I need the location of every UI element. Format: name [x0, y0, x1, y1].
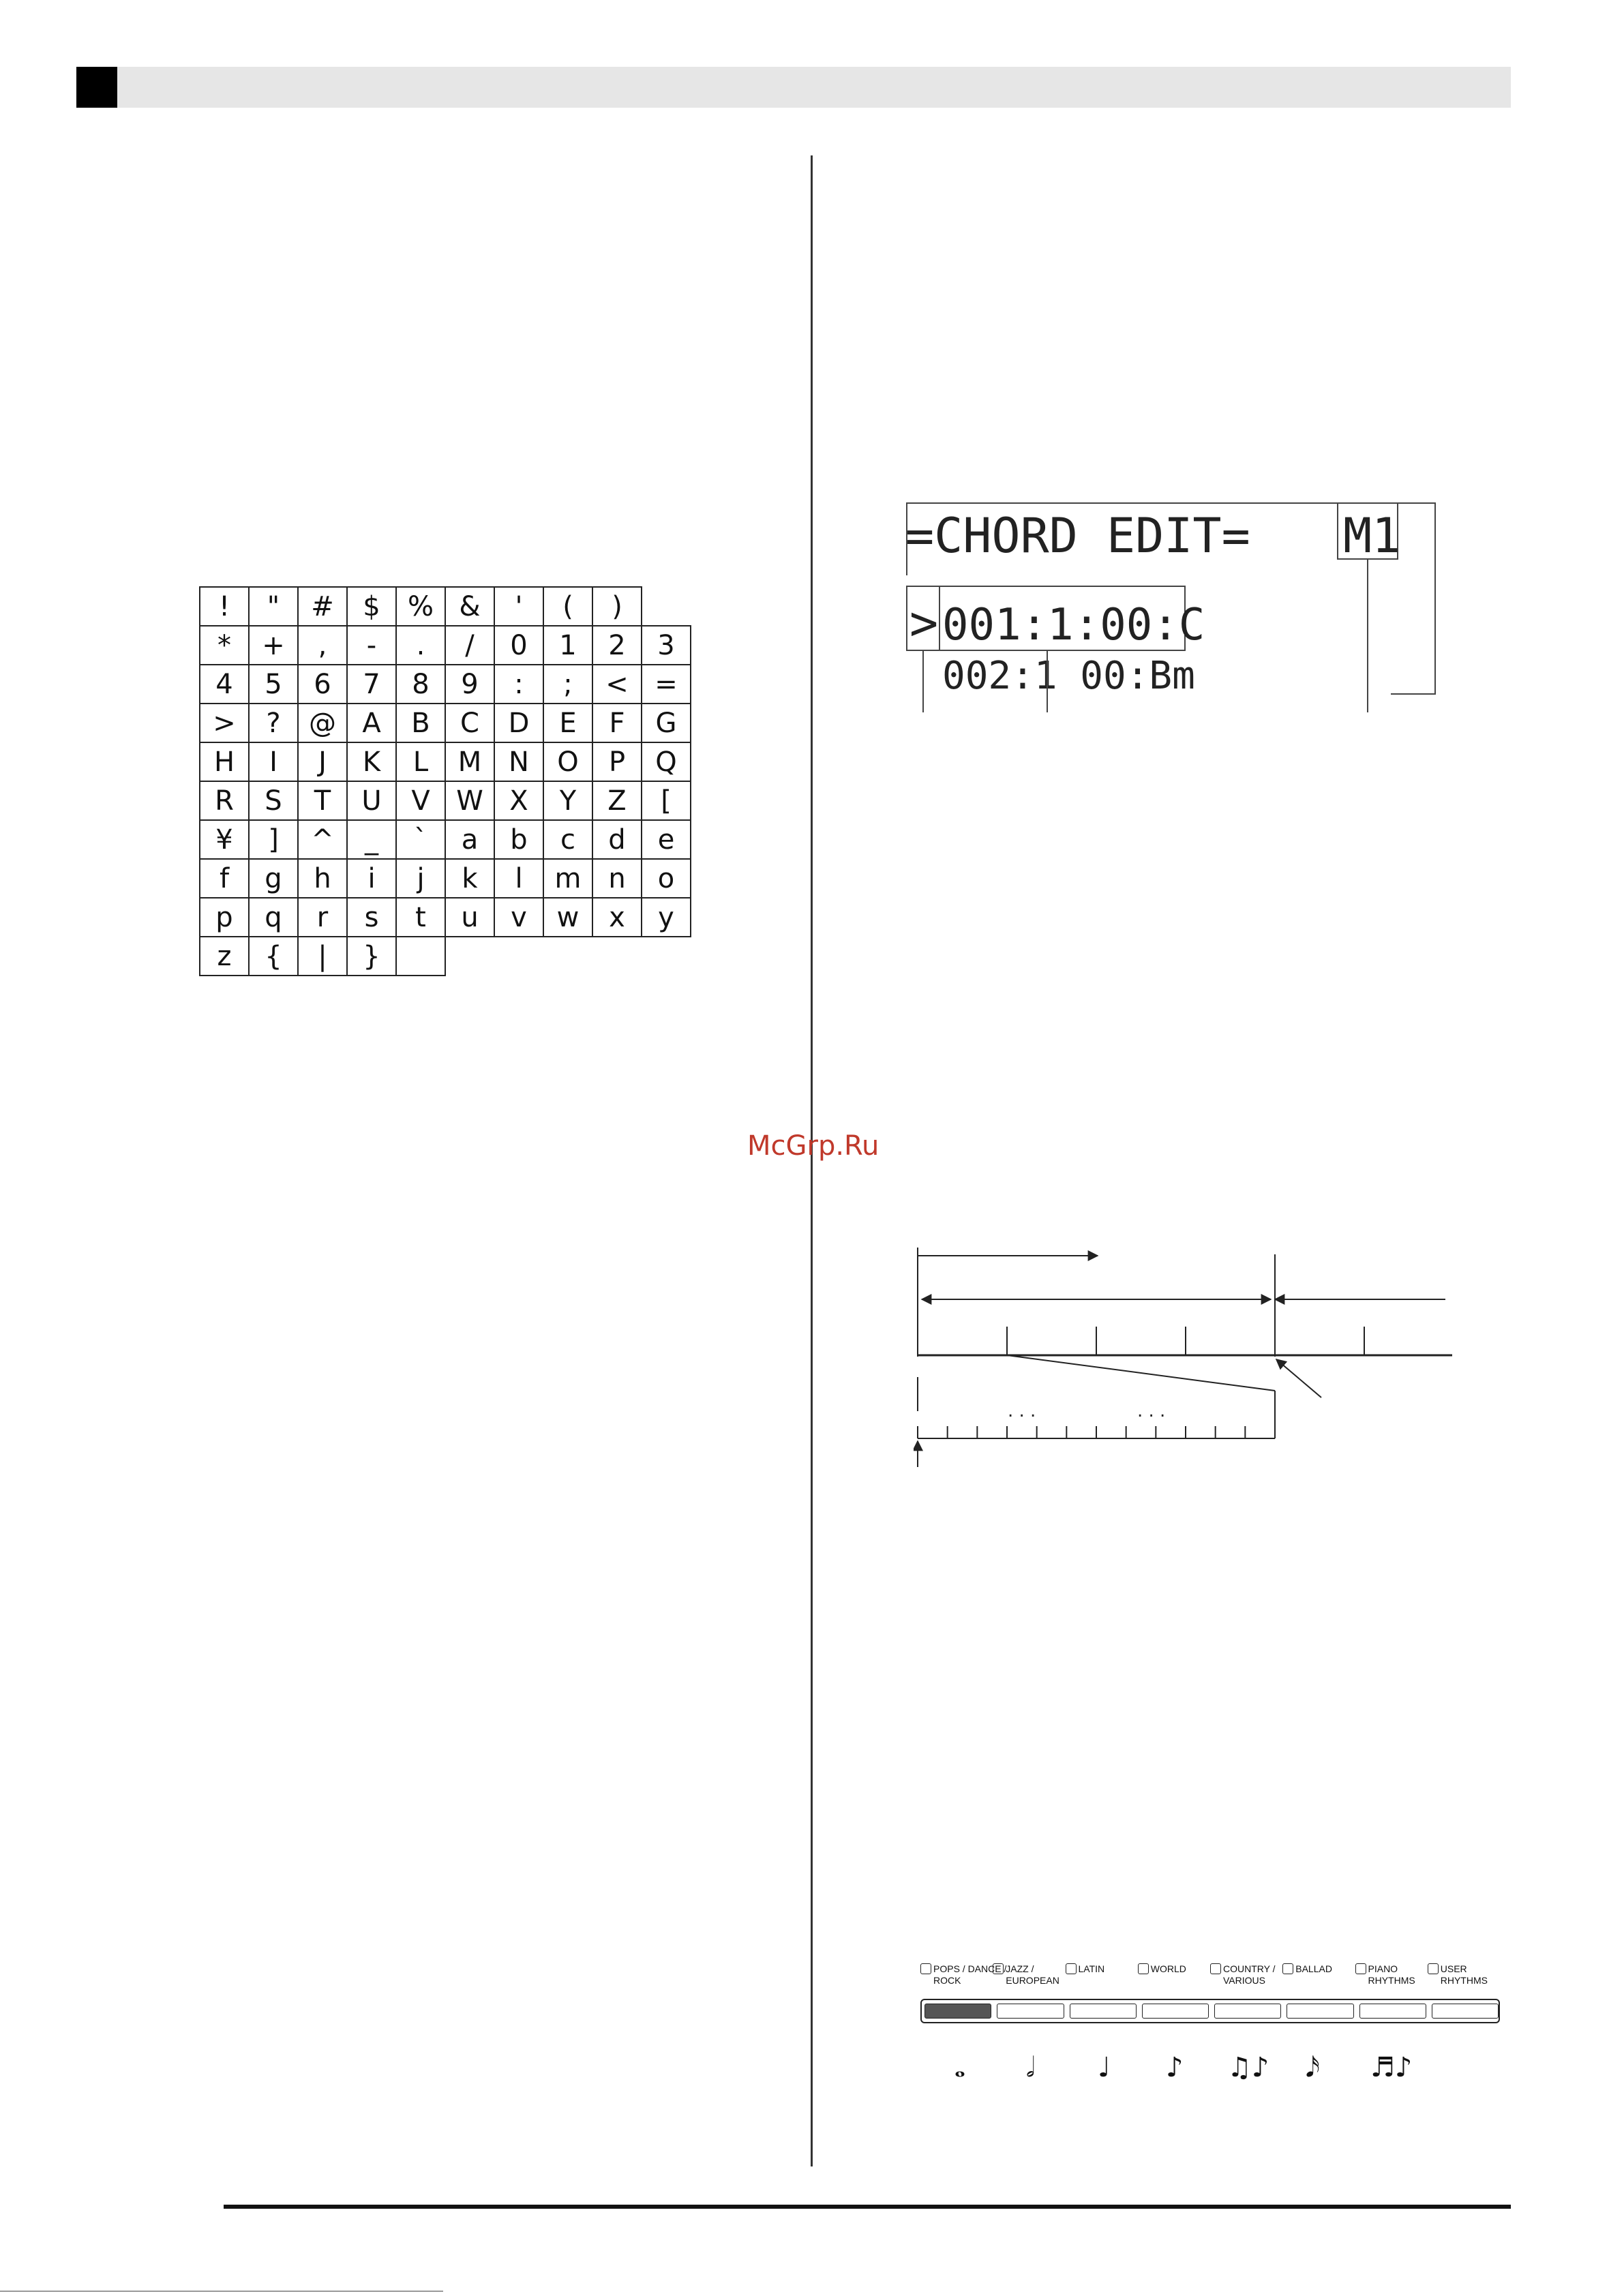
char-cell: N: [494, 742, 543, 781]
clock-ticks: [918, 1426, 1275, 1438]
char-cell: P: [592, 742, 642, 781]
char-cell: o: [642, 859, 691, 898]
char-cell: ]: [249, 820, 298, 859]
char-cell: !: [200, 587, 249, 626]
whole-note-icon: 𝅝: [954, 2052, 965, 2083]
char-cell: t: [396, 898, 445, 937]
category-line-2: RHYTHMS: [1368, 1975, 1415, 1986]
sixteenth-note-icon: 𝅘𝅥𝅯: [1306, 2052, 1320, 2083]
category-line-1: WORLD: [1150, 1963, 1186, 1974]
char-cell: s: [347, 898, 396, 937]
char-cell: ): [592, 587, 642, 626]
char-cell: ": [249, 587, 298, 626]
char-cell: p: [200, 898, 249, 937]
char-cell: 9: [445, 665, 494, 704]
category-line-1: BALLAD: [1295, 1963, 1332, 1974]
footer-thin-rule: [0, 2291, 443, 2292]
rhythm-category-label: [1428, 1963, 1488, 1987]
category-lamp-icon: [993, 1963, 1004, 1974]
char-cell: E: [543, 704, 592, 742]
char-cell: d: [592, 820, 642, 859]
eighth-note-icon: ♪: [1166, 2052, 1184, 2083]
char-cell: r: [298, 898, 347, 937]
rhythm-category-label: [1210, 1963, 1276, 1987]
rhythm-category-label: [1355, 1963, 1415, 1987]
category-lamp-icon: [1210, 1963, 1221, 1974]
char-cell: U: [347, 781, 396, 820]
char-cell: {: [249, 937, 298, 976]
char-cell: z: [200, 937, 249, 976]
category-line-1: USER: [1440, 1963, 1467, 1974]
char-cell: S: [249, 781, 298, 820]
category-line-1: POPS / DANCE /: [933, 1963, 1007, 1974]
char-cell: J: [298, 742, 347, 781]
char-cell: M: [445, 742, 494, 781]
char-cell: `: [396, 820, 445, 859]
char-cell: ,: [298, 626, 347, 665]
char-cell: j: [396, 859, 445, 898]
lcd-line-2: 001:1:00:C: [942, 600, 1205, 650]
char-cell: 0: [494, 626, 543, 665]
char-cell: [642, 587, 691, 626]
char-cell: w: [543, 898, 592, 937]
char-cell: 3: [642, 626, 691, 665]
char-cell: [494, 937, 543, 976]
char-cell: i: [347, 859, 396, 898]
char-cell: @: [298, 704, 347, 742]
category-line-1: COUNTRY /: [1223, 1963, 1276, 1974]
char-cell: k: [445, 859, 494, 898]
char-cell: c: [543, 820, 592, 859]
footer-rule: [224, 2205, 1511, 2209]
char-cell: F: [592, 704, 642, 742]
char-cell: V: [396, 781, 445, 820]
category-lamp-icon: [920, 1963, 931, 1974]
category-line-2: VARIOUS: [1223, 1975, 1265, 1986]
header-marker: [76, 67, 117, 108]
category-lamp-icon: [1355, 1963, 1366, 1974]
half-note-icon: 𝅗𝅥: [1026, 2052, 1035, 2083]
char-cell: K: [347, 742, 396, 781]
zoom-line: [1007, 1355, 1275, 1391]
char-cell: [396, 937, 445, 976]
char-cell: ?: [249, 704, 298, 742]
char-cell: W: [445, 781, 494, 820]
char-cell: -: [347, 626, 396, 665]
char-cell: >: [200, 704, 249, 742]
rhythm-category-panel: [920, 1963, 1500, 2066]
char-table-row: [200, 937, 691, 976]
char-cell: G: [642, 704, 691, 742]
watermark: McGrp.Ru: [747, 1130, 879, 1162]
char-cell: v: [494, 898, 543, 937]
lcd-line-1: =CHORD EDIT=: [905, 508, 1250, 564]
category-line-2: RHYTHMS: [1440, 1975, 1488, 1986]
char-table-row: [200, 742, 691, 781]
char-cell: A: [347, 704, 396, 742]
lcd-line-3: 002:1 00:Bm: [942, 654, 1195, 698]
char-table-row: [200, 587, 691, 626]
category-line-1: LATIN: [1078, 1963, 1105, 1974]
char-cell: ;: [543, 665, 592, 704]
char-cell: [: [642, 781, 691, 820]
char-cell: 5: [249, 665, 298, 704]
rhythm-category-button[interactable]: [1142, 2004, 1209, 2019]
char-table-row: [200, 820, 691, 859]
char-cell: ': [494, 587, 543, 626]
category-line-2: EUROPEAN: [1006, 1975, 1059, 1986]
eighth-triplet-icon: ♫♪: [1227, 2052, 1269, 2083]
char-cell: _: [347, 820, 396, 859]
char-cell: C: [445, 704, 494, 742]
char-cell: |: [298, 937, 347, 976]
char-cell: u: [445, 898, 494, 937]
char-table-row: [200, 665, 691, 704]
char-cell: $: [347, 587, 396, 626]
char-cell: H: [200, 742, 249, 781]
char-cell: Z: [592, 781, 642, 820]
char-cell: b: [494, 820, 543, 859]
char-cell: L: [396, 742, 445, 781]
char-cell: :: [494, 665, 543, 704]
char-cell: ¥: [200, 820, 249, 859]
char-cell: &: [445, 587, 494, 626]
rhythm-category-button[interactable]: [1214, 2004, 1281, 2019]
lcd-cursor: >: [909, 595, 939, 651]
char-cell: h: [298, 859, 347, 898]
char-cell: q: [249, 898, 298, 937]
char-table-row: [200, 704, 691, 742]
char-cell: R: [200, 781, 249, 820]
character-table: [199, 586, 691, 976]
char-cell: B: [396, 704, 445, 742]
char-cell: /: [445, 626, 494, 665]
char-cell: (: [543, 587, 592, 626]
char-cell: %: [396, 587, 445, 626]
rhythm-button-row: [920, 1999, 1500, 2023]
char-cell: +: [249, 626, 298, 665]
char-table-row: [200, 898, 691, 937]
category-lamp-icon: [1066, 1963, 1077, 1974]
char-cell: g: [249, 859, 298, 898]
timing-diagram: [914, 1234, 1459, 1486]
category-line-1: PIANO: [1368, 1963, 1398, 1974]
char-cell: x: [592, 898, 642, 937]
char-cell: T: [298, 781, 347, 820]
rhythm-category-label: [1138, 1963, 1186, 1975]
char-cell: D: [494, 704, 543, 742]
char-cell: [543, 937, 592, 976]
char-cell: y: [642, 898, 691, 937]
char-cell: [642, 937, 691, 976]
bar-pointer: [1276, 1359, 1321, 1398]
rhythm-category-button[interactable]: [924, 2004, 991, 2019]
char-cell: #: [298, 587, 347, 626]
clock-dots-left: . . .: [1008, 1401, 1036, 1421]
char-cell: =: [642, 665, 691, 704]
char-cell: 8: [396, 665, 445, 704]
category-line-1: JAZZ /: [1006, 1963, 1034, 1974]
category-line-2: ROCK: [933, 1975, 961, 1986]
char-cell: ^: [298, 820, 347, 859]
char-cell: a: [445, 820, 494, 859]
clock-dots-right: . . .: [1137, 1401, 1166, 1421]
header-band: [76, 67, 1511, 108]
char-cell: [592, 937, 642, 976]
char-cell: f: [200, 859, 249, 898]
rhythm-category-label: [1282, 1963, 1332, 1975]
char-table-row: [200, 859, 691, 898]
char-cell: <: [592, 665, 642, 704]
char-cell: X: [494, 781, 543, 820]
char-cell: O: [543, 742, 592, 781]
char-cell: 7: [347, 665, 396, 704]
rhythm-category-label: [1066, 1963, 1105, 1975]
char-cell: Q: [642, 742, 691, 781]
char-cell: I: [249, 742, 298, 781]
char-cell: 4: [200, 665, 249, 704]
category-lamp-icon: [1282, 1963, 1293, 1974]
char-cell: 1: [543, 626, 592, 665]
rhythm-category-button[interactable]: [1432, 2004, 1499, 2019]
char-cell: 2: [592, 626, 642, 665]
rhythm-category-label: [993, 1963, 1059, 1987]
sixteenth-triplet-icon: ♬♪: [1370, 2052, 1413, 2083]
rhythm-category-button[interactable]: [1287, 2004, 1353, 2019]
char-cell: }: [347, 937, 396, 976]
char-table-row: [200, 626, 691, 665]
char-cell: e: [642, 820, 691, 859]
char-cell: Y: [543, 781, 592, 820]
char-table-row: [200, 781, 691, 820]
category-lamp-icon: [1428, 1963, 1439, 1974]
char-cell: [445, 937, 494, 976]
char-cell: *: [200, 626, 249, 665]
lcd-display: [900, 491, 1459, 716]
char-cell: n: [592, 859, 642, 898]
lcd-mode: M1: [1343, 508, 1401, 564]
category-lamp-icon: [1138, 1963, 1149, 1974]
char-cell: l: [494, 859, 543, 898]
quarter-note-icon: ♩: [1098, 2052, 1111, 2083]
rhythm-category-button[interactable]: [1359, 2004, 1426, 2019]
rhythm-category-button[interactable]: [997, 2004, 1064, 2019]
rhythm-category-button[interactable]: [1070, 2004, 1137, 2019]
char-cell: .: [396, 626, 445, 665]
char-cell: m: [543, 859, 592, 898]
char-cell: 6: [298, 665, 347, 704]
